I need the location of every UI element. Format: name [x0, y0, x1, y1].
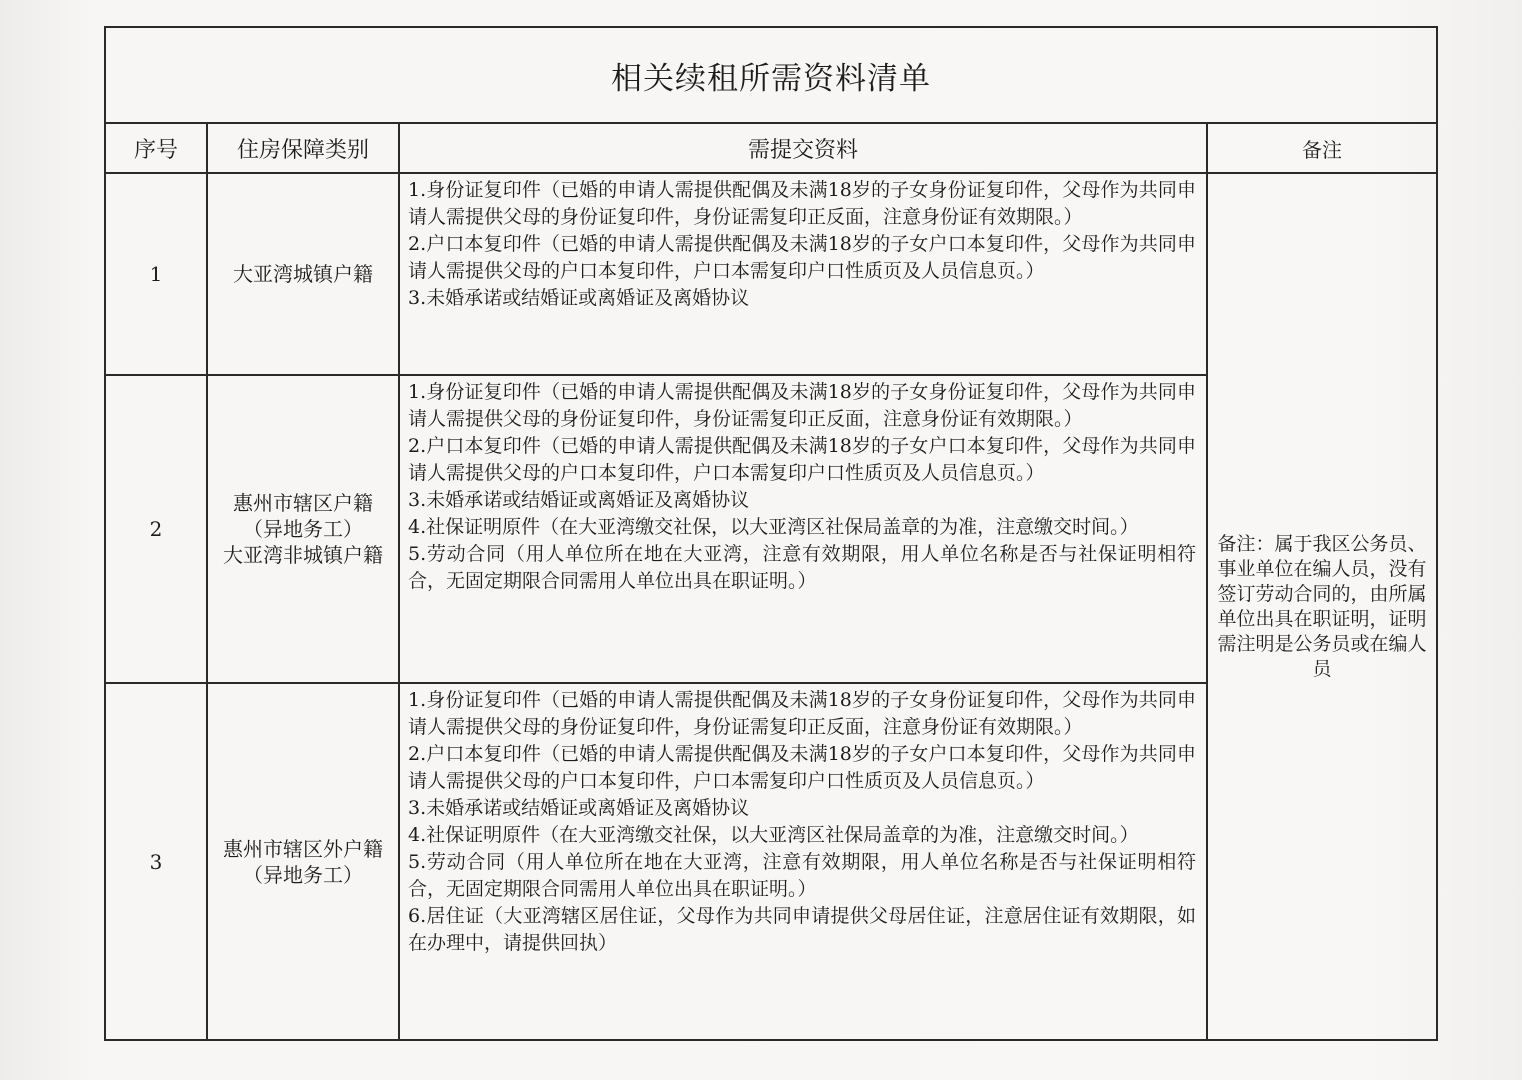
- category-line: 惠州市辖区户籍: [233, 491, 373, 515]
- title-row: [105, 27, 1437, 123]
- material-item: 6.居住证（大亚湾辖区居住证，父母作为共同申请提供父母居住证，注意居住证有效期限，如在办理中，请提供回执）: [408, 905, 1196, 954]
- row-category: [207, 375, 399, 683]
- row-seq: 1: [105, 173, 207, 375]
- remark-text: 备注：属于我区公务员、事业单位在编人员，没有签订劳动合同的，由所属单位出具在职证明，证明需注明是公务员或在编人员: [1217, 532, 1427, 680]
- material-item: 2.户口本复印件（已婚的申请人需提供配偶及未满18岁的子女户口本复印件，父母作为共同申请人需提供父母的户口本复印件，户口本需复印户口性质页及人员信息页。）: [408, 743, 1196, 792]
- category-line: 惠州市辖区外户籍: [223, 836, 383, 861]
- category-line: （异地务工）: [243, 862, 363, 887]
- header-materials: 需提交资料: [399, 123, 1207, 173]
- material-item: 1.身份证复印件（已婚的申请人需提供配偶及未满18岁的子女身份证复印件，父母作为共同申请人需提供父母的身份证复印件，身份证需复印正反面，注意身份证有效期限。）: [408, 179, 1196, 228]
- table-row: [105, 173, 1437, 375]
- category-line: 大亚湾非城镇户籍: [223, 543, 383, 567]
- material-item: 1.身份证复印件（已婚的申请人需提供配偶及未满18岁的子女身份证复印件，父母作为共同申请人需提供父母的身份证复印件，身份证需复印正反面，注意身份证有效期限。）: [408, 689, 1196, 738]
- category-line: （异地务工）: [243, 517, 363, 541]
- material-item: 1.身份证复印件（已婚的申请人需提供配偶及未满18岁的子女身份证复印件，父母作为共同申请人需提供父母的身份证复印件，身份证需复印正反面，注意身份证有效期限。）: [408, 381, 1196, 430]
- material-item: 5.劳动合同（用人单位所在地在大亚湾，注意有效期限，用人单位名称是否与社保证明相符合，无固定期限合同需用人单位出具在职证明。）: [408, 543, 1196, 592]
- table-title: 相关续租所需资料清单: [105, 27, 1437, 123]
- category-line: 大亚湾城镇户籍: [233, 262, 373, 286]
- row-category: [207, 173, 399, 375]
- header-row: [105, 123, 1437, 173]
- header-category: 住房保障类别: [207, 123, 399, 173]
- row-materials: [399, 683, 1207, 1040]
- material-item: 3.未婚承诺或结婚证或离婚证及离婚协议: [408, 287, 750, 309]
- material-item: 4.社保证明原件（在大亚湾缴交社保，以大亚湾区社保局盖章的为准，注意缴交时间。）: [408, 824, 1139, 846]
- row-seq: 3: [105, 683, 207, 1040]
- material-item: 4.社保证明原件（在大亚湾缴交社保，以大亚湾区社保局盖章的为准，注意缴交时间。）: [408, 516, 1139, 538]
- material-item: 5.劳动合同（用人单位所在地在大亚湾，注意有效期限，用人单位名称是否与社保证明相符合，无固定期限合同需用人单位出具在职证明。）: [408, 851, 1196, 900]
- material-item: 2.户口本复印件（已婚的申请人需提供配偶及未满18岁的子女户口本复印件，父母作为共同申请人需提供父母的户口本复印件，户口本需复印户口性质页及人员信息页。）: [408, 435, 1196, 484]
- material-item: 3.未婚承诺或结婚证或离婚证及离婚协议: [408, 489, 750, 511]
- row-category: [207, 683, 399, 1040]
- header-remarks: 备注: [1207, 123, 1437, 173]
- material-item: 3.未婚承诺或结婚证或离婚证及离婚协议: [408, 797, 750, 819]
- materials-table: [104, 26, 1438, 1041]
- row-seq: 2: [105, 375, 207, 683]
- header-seq: 序号: [105, 123, 207, 173]
- material-item: 2.户口本复印件（已婚的申请人需提供配偶及未满18岁的子女户口本复印件，父母作为共同申请人需提供父母的户口本复印件，户口本需复印户口性质页及人员信息页。）: [408, 233, 1196, 282]
- row-materials: [399, 375, 1207, 683]
- remark-cell: [1207, 173, 1437, 1040]
- row-materials: [399, 173, 1207, 375]
